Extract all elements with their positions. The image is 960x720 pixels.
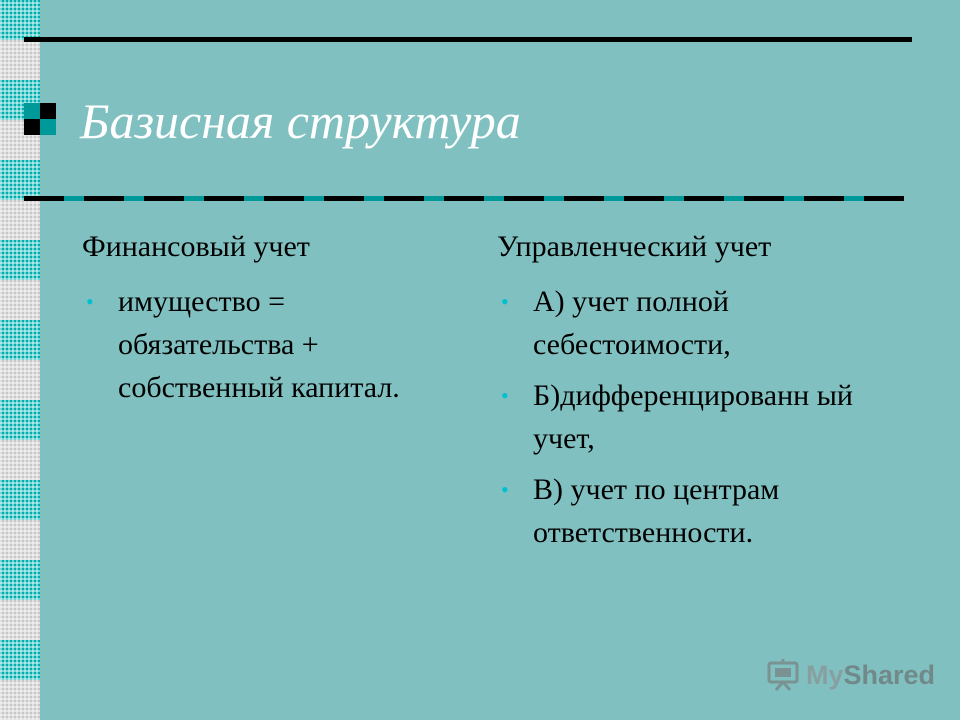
bullet-icon: • <box>501 383 509 408</box>
myshared-watermark <box>766 656 935 694</box>
list-item-text: А) учет полной себестоимости, <box>533 285 731 361</box>
right-column-heading: Управленческий учет <box>497 230 772 263</box>
list-item <box>497 374 917 460</box>
left-bullet-list <box>82 280 402 409</box>
dashed-divider <box>24 196 904 201</box>
left-column <box>82 224 402 417</box>
list-item <box>497 468 917 554</box>
bullet-icon: • <box>501 477 509 502</box>
list-item <box>497 280 917 366</box>
top-rule <box>24 37 912 42</box>
slide-title: Базисная структура <box>80 93 521 149</box>
right-column <box>497 224 917 562</box>
right-bullet-list <box>497 280 917 554</box>
title-square-icon <box>24 103 56 135</box>
bullet-icon: • <box>86 289 94 314</box>
bullet-icon: • <box>501 289 509 314</box>
presentation-board-icon <box>766 658 800 692</box>
left-column-heading: Финансовый учет <box>82 230 310 263</box>
list-item-text: имущество = обязательства + собственный капитал. <box>118 285 400 404</box>
watermark-suffix: Shared <box>843 659 936 690</box>
watermark-prefix: My <box>806 659 844 690</box>
list-item-text: Б)дифференцированн ый учет, <box>533 379 853 455</box>
list-item-text: В) учет по центрам ответственности. <box>533 473 780 549</box>
list-item <box>82 280 402 409</box>
